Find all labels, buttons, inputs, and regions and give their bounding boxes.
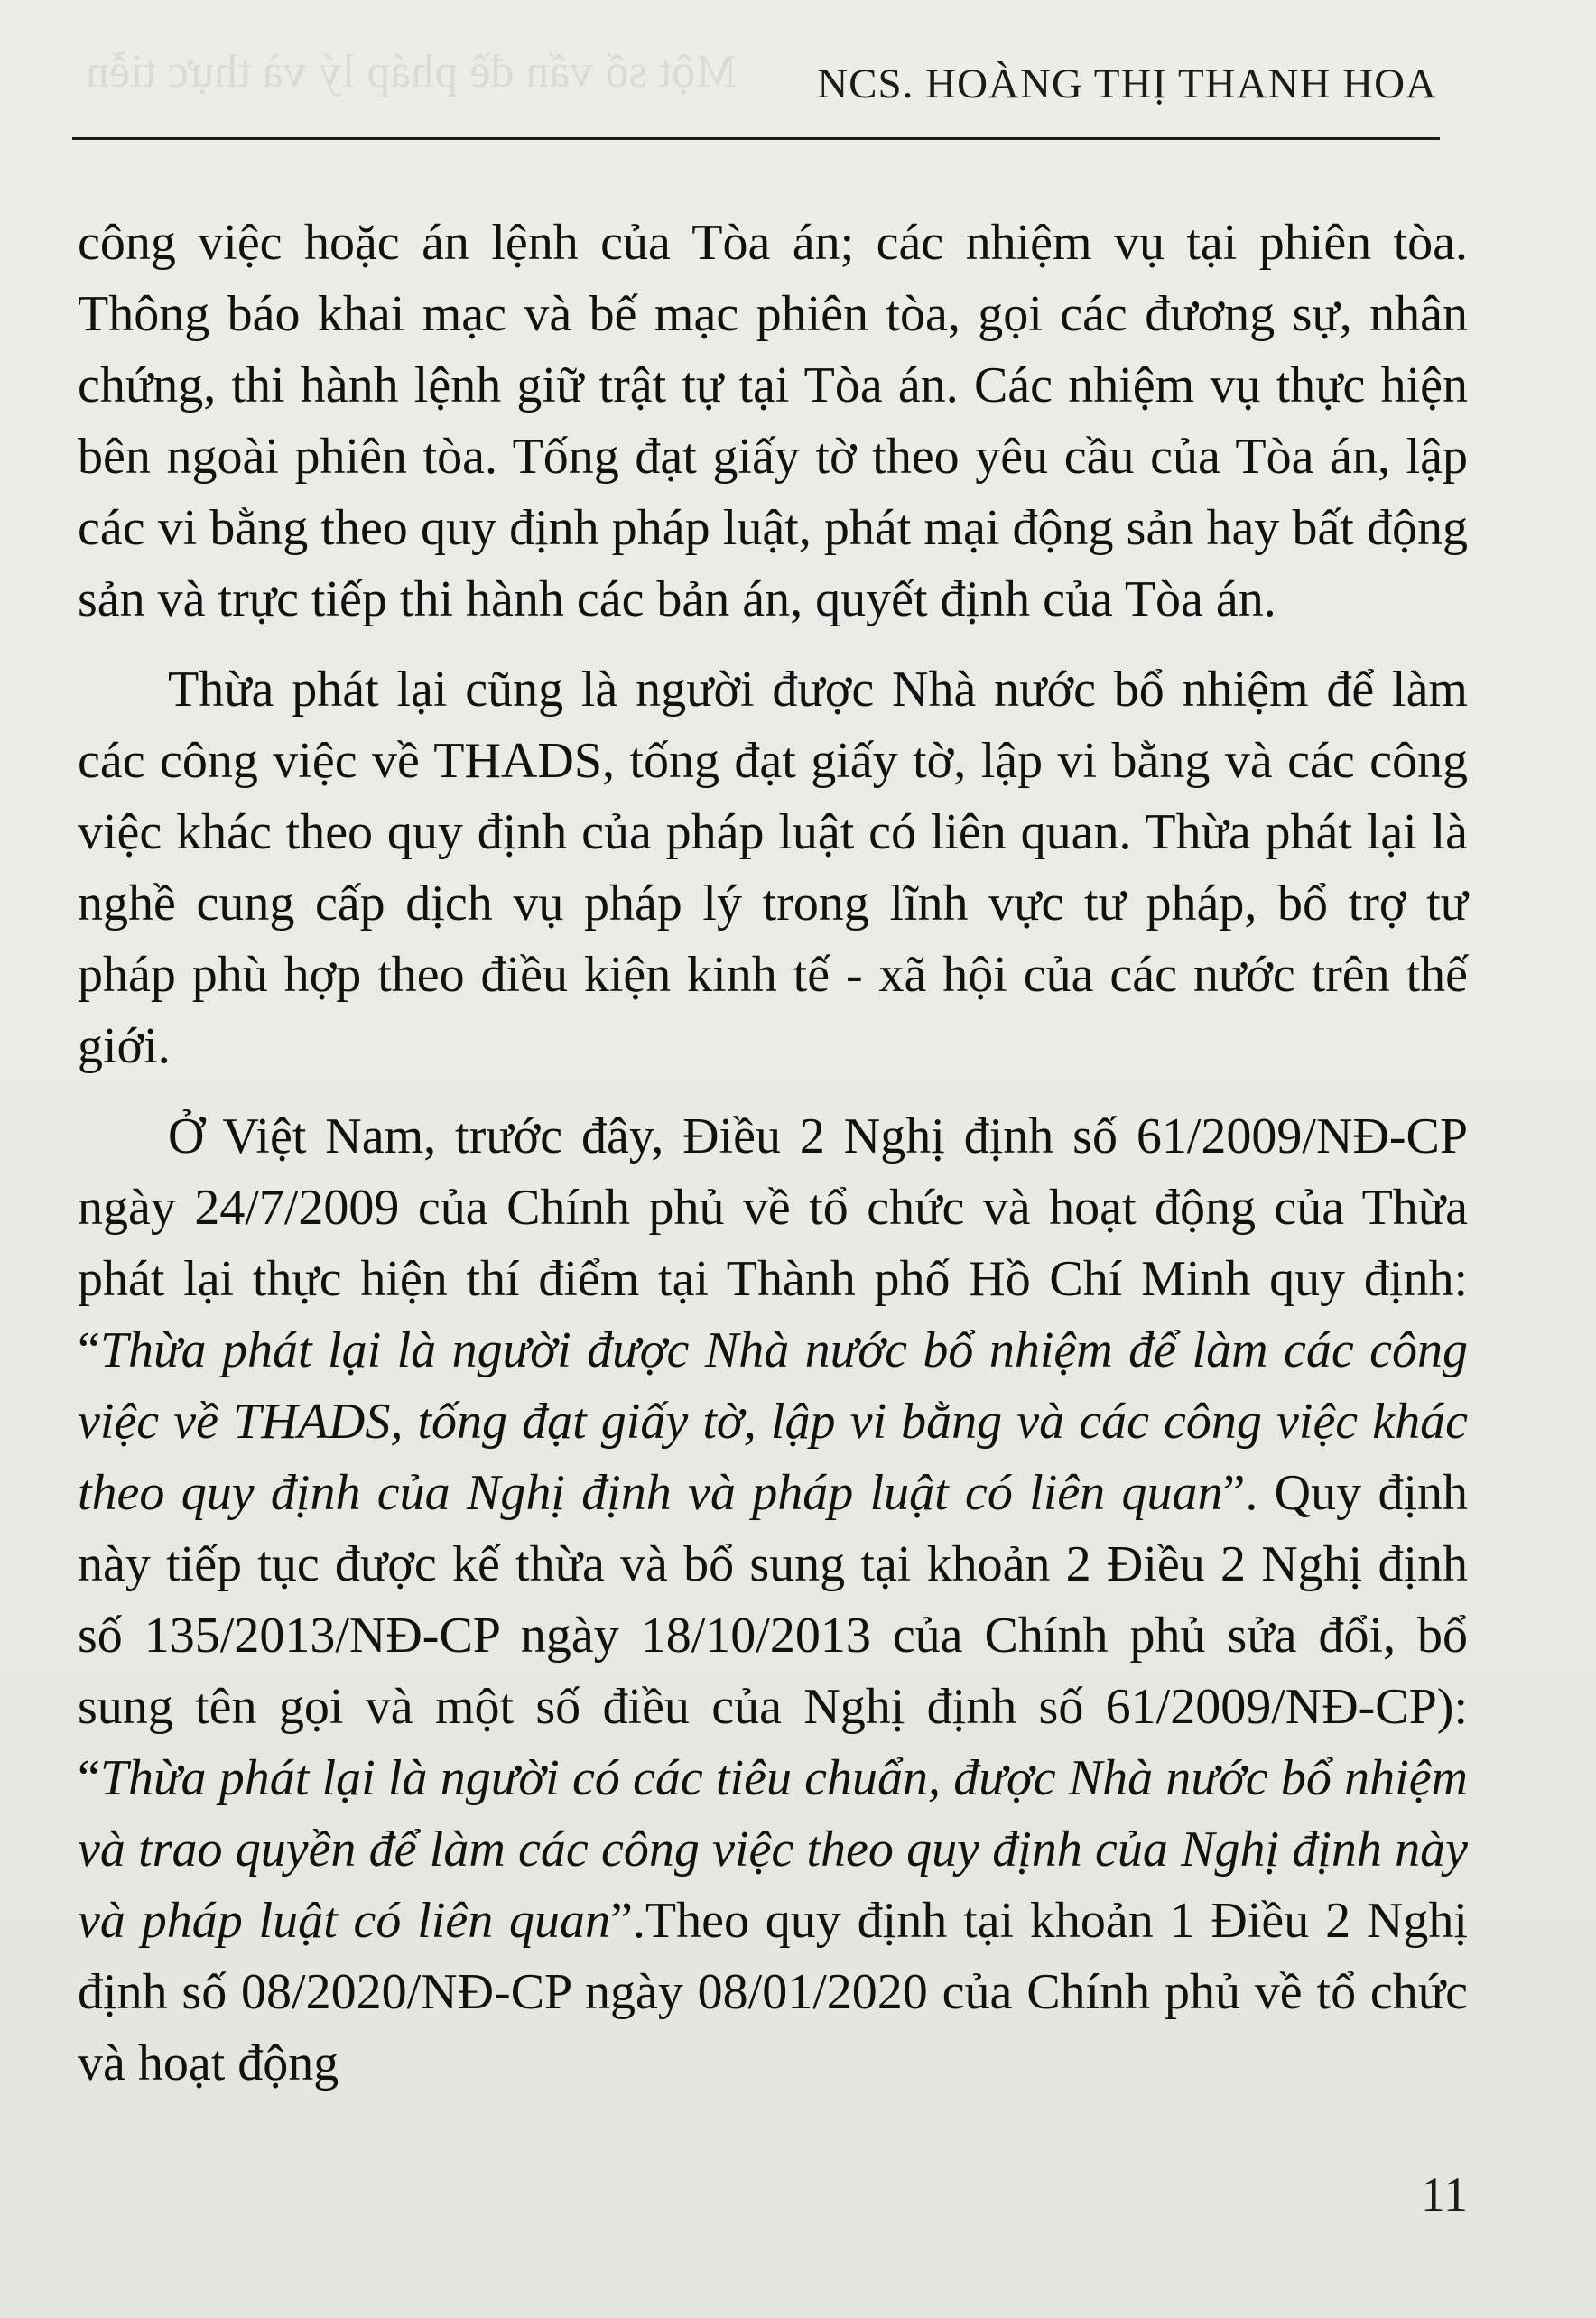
- body-text: [78, 208, 1468, 2119]
- paragraph-viet-nam: [78, 1101, 1468, 2100]
- plain-text-segment: ”. Quy định này tiếp tục được kế thừa và bổ sung tại khoản 2 Điều 2 Nghị định số 135/2013/NĐ-CP ngày 18/10/2013 của Chính phủ sửa đổi, bổ sung tên gọi và một số điều của Nghị định số 61/2009/NĐ-CP): “: [78, 1465, 1468, 1806]
- paragraph-continued: công việc hoặc án lệnh của Tòa án; các nhiệm vụ tại phiên tòa. Thông báo khai mạc và bế mạc phiên tòa, gọi các đương sự, nhân chứng, thi hành lệnh giữ trật tự tại Tòa án. Các nhiệm vụ thực hiện bên ngoài phiên tòa. Tống đạt giấy tờ theo yêu cầu của Tòa án, lập các vi bằng theo quy định pháp luật, phát mại động sản hay bất động sản và trực tiếp thi hành các bản án, quyết định của Tòa án.: [78, 215, 1468, 627]
- show-through-text: Một số vấn đề pháp lý và thực tiễn: [86, 46, 738, 97]
- header-rule: [72, 137, 1440, 140]
- italic-quote-segment: Thừa phát lại là người có các tiêu chuẩn, được Nhà nước bổ nhiệm và trao quyền để làm các công việc theo quy định của Nghị định này và pháp luật có liên quan: [78, 1750, 1468, 1949]
- plain-text-segment: Ở Việt Nam, trước đây, Điều 2 Nghị định số 61/2009/NĐ-CP ngày 24/7/2009 của Chính phủ về tổ chức và hoạt động của Thừa phát lại thực hiện thí điểm tại Thành phố Hồ Chí Minh quy định: “: [78, 1108, 1468, 1378]
- running-head-author: NCS. HOÀNG THỊ THANH HOA: [817, 60, 1437, 107]
- page-number: 11: [1421, 2167, 1468, 2221]
- paragraph-thua-phat-lai: Thừa phát lại cũng là người được Nhà nước bổ nhiệm để làm các công việc về THADS, tống đạt giấy tờ, lập vi bằng và các công việc khác theo quy định của pháp luật có liên quan. Thừa phát lại là nghề cung cấp dịch vụ pháp lý trong lĩnh vực tư pháp, bổ trợ tư pháp phù hợp theo điều kiện kinh tế - xã hội của các nước trên thế giới.: [78, 662, 1468, 1074]
- italic-quote-segment: Thừa phát lại là người được Nhà nước bổ nhiệm để làm các công việc về THADS, tống đạt giấy tờ, lập vi bằng và các công việc khác theo quy định của Nghị định và pháp luật có liên quan: [78, 1322, 1468, 1521]
- plain-text-segment: ”.Theo quy định tại khoản 1 Điều 2 Nghị định số 08/2020/NĐ-CP ngày 08/01/2020 của Chính phủ về tổ chức và hoạt động: [78, 1893, 1468, 2091]
